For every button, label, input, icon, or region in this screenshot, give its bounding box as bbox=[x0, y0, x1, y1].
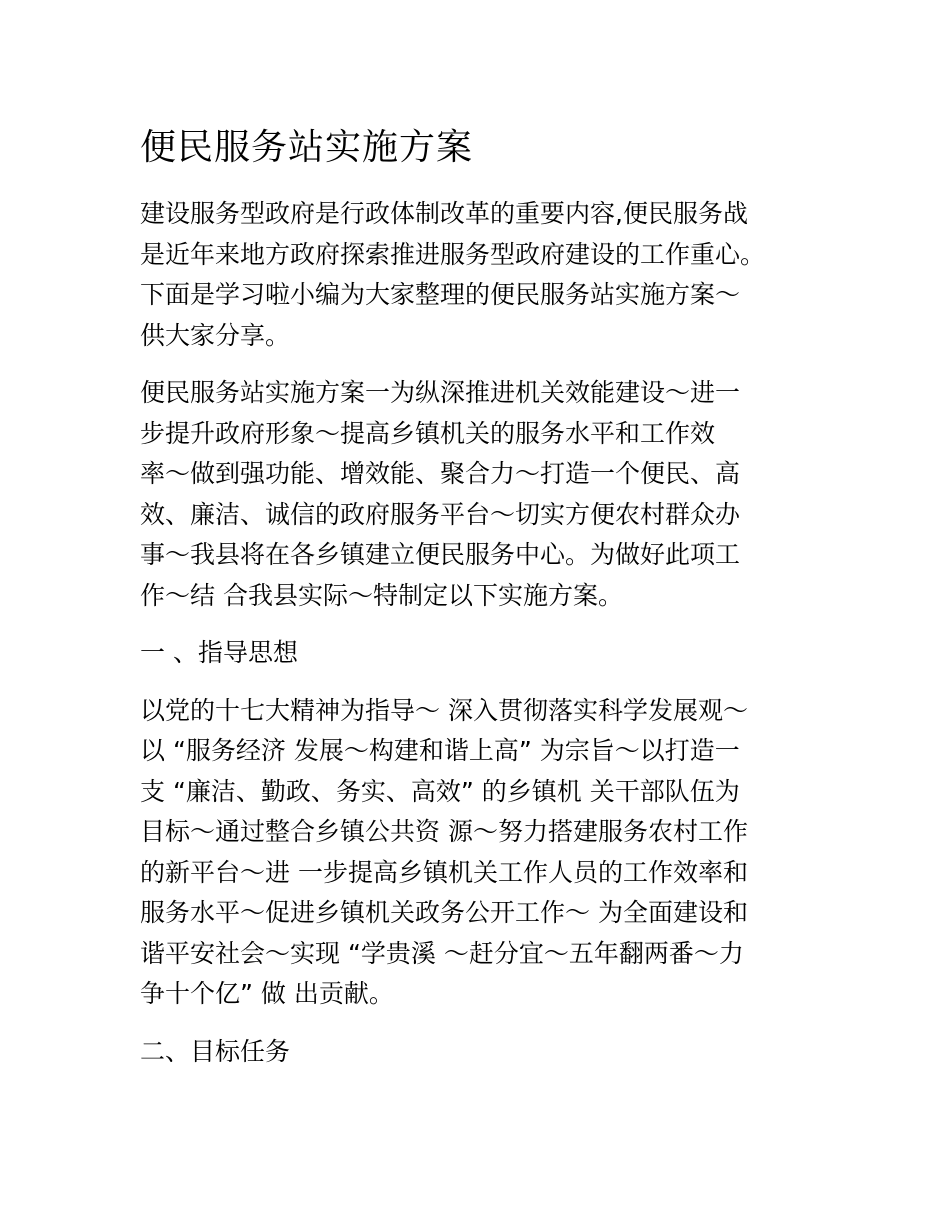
text-line: 谐平安社会～实现 “学贵溪 ～赶分宜～五年翻两番～力 bbox=[140, 938, 744, 968]
text-line: 的新平台～进 一步提高乡镇机关工作人员的工作效率和 bbox=[140, 857, 748, 887]
section-heading-text: 二、目标任务 bbox=[140, 1036, 291, 1066]
guiding-thought-paragraph bbox=[140, 691, 810, 1015]
section-heading-text: 一 、指导思想 bbox=[140, 638, 298, 667]
text-line: 下面是学习啦小编为大家整理的便民服务站实施方案～ bbox=[140, 280, 741, 309]
text-line: 率～做到强功能、增效能、聚合力～打造一个便民、高 bbox=[140, 459, 741, 488]
text-line: 供大家分享。 bbox=[140, 320, 291, 350]
text-line: 建设服务型政府是行政体制改革的重要内容,便民服务战 bbox=[140, 199, 748, 228]
text-line: 是近年来地方政府探索推进服务型政府建设的工作重心。 bbox=[140, 239, 766, 269]
intro-paragraph bbox=[140, 194, 810, 356]
text-line: 效、廉洁、诚信的政府服务平台～切实方便农村群众办 bbox=[140, 499, 741, 529]
text-line: 步提升政府形象～提高乡镇机关的服务水平和工作效 bbox=[140, 418, 716, 448]
document-title: 便民服务站实施方案 bbox=[140, 127, 474, 168]
text-line: 服务水平～促进乡镇机关政务公开工作～ 为全面建设和 bbox=[140, 898, 748, 927]
text-line: 以 “服务经济 发展～构建和谐上高” 为宗旨～以打造一 bbox=[140, 736, 740, 765]
plan-paragraph bbox=[140, 373, 810, 616]
document-page bbox=[140, 122, 810, 1089]
text-line: 事～我县将在各乡镇建立便民服务中心。为做好此项工 bbox=[140, 540, 741, 569]
section-heading-1 bbox=[140, 633, 810, 674]
text-line: 便民服务站实施方案一为纵深推进机关效能建设～进一 bbox=[140, 378, 741, 407]
text-line: 支 “廉洁、勤政、务实、高效” 的乡镇机 关干部队伍为 bbox=[140, 776, 740, 806]
text-line: 作～结 合我县实际～特制定以下实施方案。 bbox=[140, 580, 623, 610]
section-heading-2 bbox=[140, 1032, 810, 1073]
text-line: 以党的十七大精神为指导～ 深入贯彻落实科学发展观～ bbox=[140, 695, 748, 725]
text-line: 争十个亿” 做 出贡献。 bbox=[140, 979, 394, 1008]
text-line: 目标～通过整合乡镇公共资 源～努力搭建服务农村工作 bbox=[140, 817, 748, 846]
